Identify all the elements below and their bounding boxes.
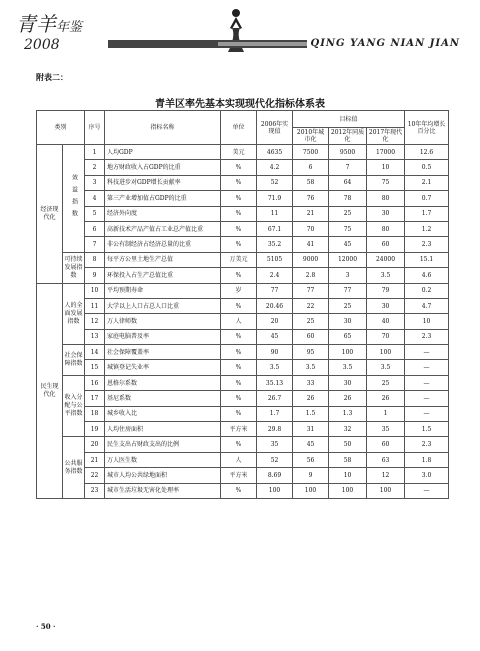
unit-cell: %	[221, 345, 257, 360]
value-2012-cell: 9500	[329, 145, 367, 160]
indicator-name-cell: 大学以上人口占总人口比重	[105, 298, 221, 313]
value-2017-cell: 100	[367, 483, 405, 498]
value-2006-cell: 71.9	[257, 191, 293, 206]
table-row	[37, 360, 449, 375]
value-2017-cell: 63	[367, 452, 405, 467]
seq-cell: 7	[85, 237, 105, 252]
value-2017-cell: 30	[367, 206, 405, 221]
value-2006-cell: 52	[257, 175, 293, 190]
table-row	[37, 437, 449, 452]
indicator-name-cell: 人均住房面积	[105, 422, 221, 437]
value-2017-cell: 10	[367, 160, 405, 175]
unit-cell: %	[221, 221, 257, 236]
value-2010-cell: 56	[293, 452, 329, 467]
unit-cell: %	[221, 391, 257, 406]
indicator-name-cell: 家庭电脑普及率	[105, 329, 221, 344]
value-2012-cell: 77	[329, 283, 367, 298]
table-row	[37, 422, 449, 437]
growth-cell: —	[405, 483, 449, 498]
table-row	[37, 252, 449, 267]
value-2012-cell: 12000	[329, 252, 367, 267]
value-2017-cell: 12	[367, 468, 405, 483]
seq-cell: 11	[85, 298, 105, 313]
seq-cell: 15	[85, 360, 105, 375]
value-2012-cell: 30	[329, 375, 367, 390]
value-2006-cell: 29.8	[257, 422, 293, 437]
growth-cell: 0.7	[405, 191, 449, 206]
seq-cell: 22	[85, 468, 105, 483]
value-2012-cell: 25	[329, 298, 367, 313]
value-2017-cell: 1	[367, 406, 405, 421]
growth-cell: 4.7	[405, 298, 449, 313]
col-unit: 单位	[221, 111, 257, 145]
growth-cell: 0.2	[405, 283, 449, 298]
seq-cell: 21	[85, 452, 105, 467]
seq-cell: 19	[85, 422, 105, 437]
value-2012-cell: 3.5	[329, 360, 367, 375]
header-banner	[108, 30, 464, 58]
table-row	[37, 314, 449, 329]
table-row	[37, 345, 449, 360]
value-2010-cell: 9	[293, 468, 329, 483]
table-row	[37, 268, 449, 283]
value-2012-cell: 64	[329, 175, 367, 190]
sub-category-cell: 收入分配与公平指数	[63, 375, 85, 437]
main-category-cell: 民生现代化	[37, 283, 63, 498]
value-2010-cell: 1.5	[293, 406, 329, 421]
sub-category-cell: 人的全面发展指数	[63, 283, 85, 345]
value-2010-cell: 100	[293, 483, 329, 498]
unit-cell: %	[221, 298, 257, 313]
col-2010: 2010年城市化	[293, 128, 329, 145]
value-2006-cell: 100	[257, 483, 293, 498]
value-2017-cell: 79	[367, 283, 405, 298]
appendix-label: 附表二：	[36, 72, 68, 82]
col-name: 指标名称	[105, 111, 221, 145]
indicator-name-cell: 城乡收入比	[105, 406, 221, 421]
indicator-name-cell: 每平方公里土地生产总值	[105, 252, 221, 267]
unit-cell: %	[221, 483, 257, 498]
value-2010-cell: 22	[293, 298, 329, 313]
unit-cell: %	[221, 191, 257, 206]
indicator-name-cell: 地方财政收入占GDP的比重	[105, 160, 221, 175]
value-2006-cell: 20	[257, 314, 293, 329]
value-2012-cell: 58	[329, 452, 367, 467]
unit-cell: 平方米	[221, 422, 257, 437]
table-row	[37, 329, 449, 344]
value-2006-cell: 3.5	[257, 360, 293, 375]
value-2010-cell: 31	[293, 422, 329, 437]
value-2012-cell: 78	[329, 191, 367, 206]
col-growth: 10年年均增长百分比	[405, 111, 449, 145]
table-row	[37, 298, 449, 313]
value-2012-cell: 30	[329, 314, 367, 329]
value-2012-cell: 100	[329, 483, 367, 498]
value-2012-cell: 3	[329, 268, 367, 283]
growth-cell: 3.0	[405, 468, 449, 483]
value-2017-cell: 70	[367, 329, 405, 344]
growth-cell: 15.1	[405, 252, 449, 267]
table-row	[37, 175, 449, 190]
indicator-name-cell: 非公有制经济占经济总量的比重	[105, 237, 221, 252]
growth-cell: 1.7	[405, 206, 449, 221]
unit-cell: %	[221, 329, 257, 344]
banner-tag: QING YANG NIAN JIAN	[307, 38, 464, 49]
seq-cell: 6	[85, 221, 105, 236]
unit-cell: 美元	[221, 145, 257, 160]
value-2012-cell: 26	[329, 391, 367, 406]
value-2012-cell: 32	[329, 422, 367, 437]
value-2006-cell: 77	[257, 283, 293, 298]
indicator-name-cell: 第三产业增加值占GDP的比重	[105, 191, 221, 206]
indicator-name-cell: 万人律师数	[105, 314, 221, 329]
table-row	[37, 452, 449, 467]
value-2010-cell: 77	[293, 283, 329, 298]
seq-cell: 16	[85, 375, 105, 390]
indicator-name-cell: 社会保障覆盖率	[105, 345, 221, 360]
table-row	[37, 237, 449, 252]
value-2017-cell: 40	[367, 314, 405, 329]
indicator-name-cell: 环保投入占生产总值比重	[105, 268, 221, 283]
indicator-name-cell: 民生支出占财政支出的比例	[105, 437, 221, 452]
growth-cell: 1.2	[405, 221, 449, 236]
seq-cell: 10	[85, 283, 105, 298]
value-2006-cell: 5105	[257, 252, 293, 267]
value-2010-cell: 60	[293, 329, 329, 344]
value-2006-cell: 4635	[257, 145, 293, 160]
seq-cell: 13	[85, 329, 105, 344]
table-row	[37, 206, 449, 221]
table-title: 青羊区率先基本实现现代化指标体系表	[155, 99, 325, 110]
col-target-group: 目标值	[293, 111, 405, 128]
table-body	[37, 145, 449, 499]
yearbook-logo	[16, 14, 82, 52]
value-2006-cell: 67.1	[257, 221, 293, 236]
value-2006-cell: 2.4	[257, 268, 293, 283]
value-2006-cell: 4.2	[257, 160, 293, 175]
indicator-table	[36, 110, 449, 499]
unit-cell: %	[221, 206, 257, 221]
unit-cell: %	[221, 437, 257, 452]
seq-cell: 17	[85, 391, 105, 406]
unit-cell: %	[221, 160, 257, 175]
value-2017-cell: 24000	[367, 252, 405, 267]
growth-cell: —	[405, 360, 449, 375]
indicator-name-cell: 恩格尔系数	[105, 375, 221, 390]
unit-cell: %	[221, 406, 257, 421]
unit-cell: %	[221, 375, 257, 390]
unit-cell: %	[221, 268, 257, 283]
logo-year: 2008	[24, 37, 60, 53]
value-2006-cell: 35	[257, 437, 293, 452]
unit-cell: 人	[221, 452, 257, 467]
value-2006-cell: 11	[257, 206, 293, 221]
table-row	[37, 483, 449, 498]
value-2017-cell: 3.5	[367, 268, 405, 283]
seq-cell: 14	[85, 345, 105, 360]
main-category-cell: 经济现代化	[37, 145, 63, 284]
growth-cell: 2.3	[405, 237, 449, 252]
growth-cell: 1.8	[405, 452, 449, 467]
indicator-name-cell: 经济外向度	[105, 206, 221, 221]
seq-cell: 2	[85, 160, 105, 175]
unit-cell: %	[221, 360, 257, 375]
seq-cell: 5	[85, 206, 105, 221]
seq-cell: 9	[85, 268, 105, 283]
unit-cell: 人	[221, 314, 257, 329]
indicator-name-cell: 城市生活垃圾无害化处理率	[105, 483, 221, 498]
value-2017-cell: 60	[367, 237, 405, 252]
table-row	[37, 391, 449, 406]
growth-cell: —	[405, 391, 449, 406]
value-2017-cell: 3.5	[367, 360, 405, 375]
growth-cell: 1.5	[405, 422, 449, 437]
value-2010-cell: 45	[293, 437, 329, 452]
value-2012-cell: 25	[329, 206, 367, 221]
sub-category-cell: 社会保障指数	[63, 345, 85, 376]
indicator-name-cell: 人均GDP	[105, 145, 221, 160]
page-number: · 50 ·	[36, 622, 56, 631]
value-2012-cell: 75	[329, 221, 367, 236]
unit-cell: 岁	[221, 283, 257, 298]
table-row	[37, 160, 449, 175]
value-2010-cell: 58	[293, 175, 329, 190]
value-2017-cell: 80	[367, 221, 405, 236]
seq-cell: 23	[85, 483, 105, 498]
sub-category-cell: 公共服务指数	[63, 437, 85, 499]
value-2010-cell: 70	[293, 221, 329, 236]
value-2017-cell: 25	[367, 375, 405, 390]
sub-category-cell: 可持续发展指数	[63, 252, 85, 283]
seq-cell: 12	[85, 314, 105, 329]
value-2012-cell: 50	[329, 437, 367, 452]
table-row	[37, 406, 449, 421]
seq-cell: 1	[85, 145, 105, 160]
value-2017-cell: 30	[367, 298, 405, 313]
indicator-name-cell: 基尼系数	[105, 391, 221, 406]
col-2017: 2017年现代化	[367, 128, 405, 145]
value-2017-cell: 60	[367, 437, 405, 452]
value-2006-cell: 52	[257, 452, 293, 467]
unit-cell: 万美元	[221, 252, 257, 267]
seq-cell: 18	[85, 406, 105, 421]
seq-cell: 20	[85, 437, 105, 452]
col-2006: 2006年实现值	[257, 111, 293, 145]
indicator-name-cell: 城镇登记失业率	[105, 360, 221, 375]
indicator-name-cell: 高新技术产品产值占工业总产值比重	[105, 221, 221, 236]
value-2006-cell: 35.13	[257, 375, 293, 390]
indicator-name-cell: 万人医生数	[105, 452, 221, 467]
indicator-name-cell: 城市人均公共绿地面积	[105, 468, 221, 483]
value-2010-cell: 25	[293, 314, 329, 329]
growth-cell: —	[405, 345, 449, 360]
value-2006-cell: 8.69	[257, 468, 293, 483]
value-2010-cell: 95	[293, 345, 329, 360]
growth-cell: 10	[405, 314, 449, 329]
value-2017-cell: 17000	[367, 145, 405, 160]
value-2017-cell: 26	[367, 391, 405, 406]
seq-cell: 3	[85, 175, 105, 190]
value-2010-cell: 6	[293, 160, 329, 175]
growth-cell: 4.6	[405, 268, 449, 283]
page-header	[0, 0, 480, 62]
indicator-name-cell: 科技进步对GDP增长贡献率	[105, 175, 221, 190]
value-2010-cell: 21	[293, 206, 329, 221]
value-2012-cell: 100	[329, 345, 367, 360]
value-2006-cell: 26.7	[257, 391, 293, 406]
value-2017-cell: 80	[367, 191, 405, 206]
value-2010-cell: 33	[293, 375, 329, 390]
logo-title: 青羊	[16, 12, 56, 36]
value-2017-cell: 35	[367, 422, 405, 437]
value-2012-cell: 65	[329, 329, 367, 344]
col-category: 类别	[37, 111, 85, 145]
growth-cell: —	[405, 406, 449, 421]
value-2012-cell: 45	[329, 237, 367, 252]
value-2010-cell: 26	[293, 391, 329, 406]
table-row	[37, 468, 449, 483]
unit-cell: %	[221, 175, 257, 190]
value-2010-cell: 3.5	[293, 360, 329, 375]
value-2006-cell: 45	[257, 329, 293, 344]
value-2006-cell: 35.2	[257, 237, 293, 252]
table-row	[37, 375, 449, 390]
table-row	[37, 221, 449, 236]
table-row	[37, 191, 449, 206]
table-row	[37, 145, 449, 160]
value-2017-cell: 100	[367, 345, 405, 360]
growth-cell: —	[405, 375, 449, 390]
value-2010-cell: 9000	[293, 252, 329, 267]
growth-cell: 12.6	[405, 145, 449, 160]
col-seq: 序号	[85, 111, 105, 145]
value-2006-cell: 90	[257, 345, 293, 360]
value-2010-cell: 7500	[293, 145, 329, 160]
value-2006-cell: 1.7	[257, 406, 293, 421]
value-2012-cell: 7	[329, 160, 367, 175]
growth-cell: 2.3	[405, 329, 449, 344]
sub-category-cell: 效益指数	[63, 145, 85, 253]
indicator-name-cell: 平均预期寿命	[105, 283, 221, 298]
seq-cell: 4	[85, 191, 105, 206]
value-2017-cell: 75	[367, 175, 405, 190]
unit-cell: %	[221, 237, 257, 252]
value-2010-cell: 41	[293, 237, 329, 252]
value-2012-cell: 1.3	[329, 406, 367, 421]
value-2006-cell: 20.46	[257, 298, 293, 313]
logo-subtitle: 年鉴	[56, 20, 83, 35]
value-2012-cell: 10	[329, 468, 367, 483]
growth-cell: 0.5	[405, 160, 449, 175]
growth-cell: 2.3	[405, 437, 449, 452]
value-2010-cell: 2.8	[293, 268, 329, 283]
unit-cell: 平方米	[221, 468, 257, 483]
value-2010-cell: 76	[293, 191, 329, 206]
table-row	[37, 283, 449, 298]
growth-cell: 2.1	[405, 175, 449, 190]
col-2012: 2012年同质化	[329, 128, 367, 145]
seq-cell: 8	[85, 252, 105, 267]
